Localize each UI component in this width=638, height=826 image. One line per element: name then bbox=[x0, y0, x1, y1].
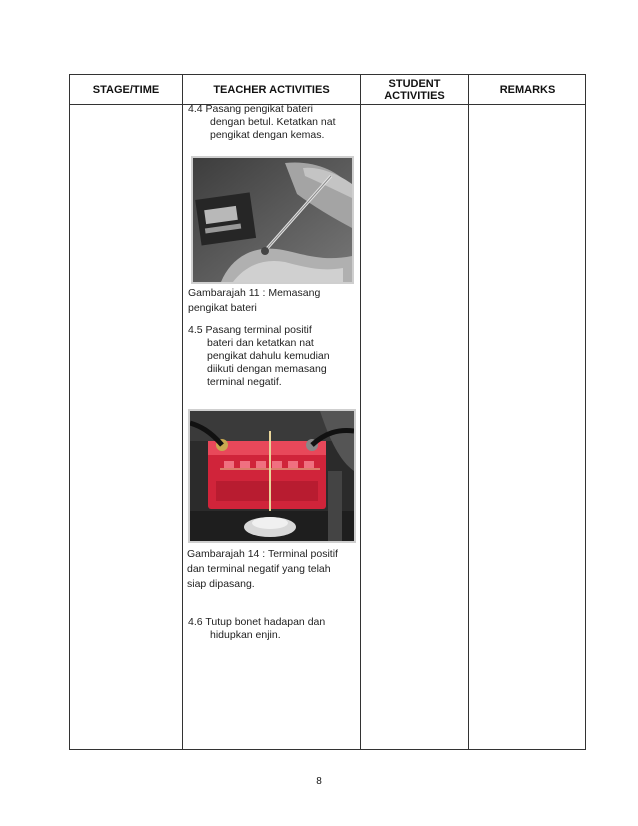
figure-14-caption bbox=[187, 547, 359, 592]
header-student-activities bbox=[361, 75, 468, 104]
step-4-5-line: pengikat dahulu kemudian bbox=[207, 350, 330, 362]
step-4-4-line: pengikat dengan kemas. bbox=[210, 129, 325, 141]
step-4-5-line: diikuti dengan memasang bbox=[207, 363, 327, 375]
header-student-label-line1: STUDENT bbox=[388, 77, 441, 90]
lesson-table bbox=[69, 74, 586, 750]
header-student-label-line2: ACTIVITIES bbox=[384, 89, 445, 102]
battery-clamp-illustration bbox=[193, 158, 352, 282]
header-stage-label: STAGE/TIME bbox=[92, 83, 160, 96]
step-4-5-line: terminal negatif. bbox=[207, 376, 282, 388]
step-4-5-line: bateri dan ketatkan nat bbox=[207, 337, 314, 349]
header-remarks bbox=[469, 75, 586, 104]
red-battery-illustration bbox=[190, 411, 354, 541]
step-4-6-line: hidupkan enjin. bbox=[210, 629, 281, 641]
battery-clamp-photo bbox=[191, 156, 354, 284]
page-number: 8 bbox=[316, 776, 322, 787]
red-battery-photo bbox=[188, 409, 356, 543]
header-teacher-activities bbox=[183, 75, 360, 104]
header-teacher-label: TEACHER ACTIVITIES bbox=[213, 83, 330, 96]
figure-11-caption-line: pengikat bateri bbox=[188, 302, 257, 314]
figure-11-caption bbox=[188, 286, 358, 316]
header-stage-time bbox=[70, 75, 182, 104]
figure-14-caption-line: siap dipasang. bbox=[187, 578, 255, 590]
step-4-5 bbox=[188, 324, 358, 389]
figure-14-caption-line: Gambarajah 14 : Terminal positif bbox=[187, 548, 338, 560]
column-divider bbox=[468, 75, 469, 749]
step-4-6 bbox=[188, 616, 358, 642]
column-divider bbox=[182, 75, 183, 749]
step-4-5-line: 4.5 Pasang terminal positif bbox=[188, 324, 312, 336]
step-4-4-line: dengan betul. Ketatkan nat bbox=[210, 116, 336, 128]
figure-11-caption-line: Gambarajah 11 : Memasang bbox=[188, 287, 321, 299]
step-4-4 bbox=[188, 103, 358, 142]
step-4-6-line: 4.6 Tutup bonet hadapan dan bbox=[188, 616, 326, 628]
step-4-4-line: 4.4 Pasang pengikat bateri bbox=[188, 103, 313, 115]
header-remarks-label: REMARKS bbox=[499, 83, 556, 96]
figure-14-caption-line: dan terminal negatif yang telah bbox=[187, 563, 331, 575]
column-divider bbox=[360, 75, 361, 749]
